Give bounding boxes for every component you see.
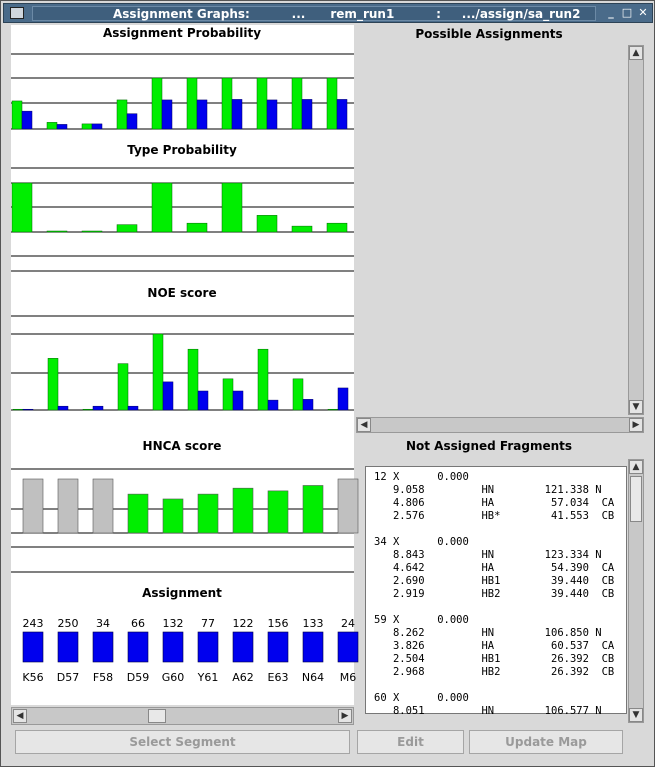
bar [198,391,208,410]
tick-label: D57 [56,671,80,684]
bar [222,183,242,232]
bar [48,358,58,410]
bar [328,409,338,410]
bar [152,78,162,129]
scroll-down-icon[interactable]: ▼ [629,400,643,414]
data-label: 34 [96,617,110,630]
bar [268,400,278,410]
bar [12,101,22,129]
graphs-hscroll[interactable] [11,707,354,725]
not-assigned-fragments-title: Not Assigned Fragments [405,439,573,453]
bar [128,406,138,410]
bar [58,632,78,662]
bar [233,488,253,533]
scroll-right-icon[interactable]: ▶ [338,709,352,723]
bar [338,632,358,662]
close-icon[interactable]: ✕ [638,6,648,19]
chart-title: HNCA score [142,439,222,453]
bar [58,479,78,533]
bar [303,485,323,533]
title-bar[interactable] [3,3,653,23]
window-title: Assignment Graphs: ... rem_run1 : .../assign/sa_run2 [113,7,581,21]
graphs-canvas [11,25,357,705]
bar [83,409,93,410]
chart-title: NOE score [147,286,217,300]
bar [292,226,312,232]
bar [82,231,102,232]
bar [128,494,148,533]
not-assigned-fragments-list[interactable] [365,466,627,717]
bar [128,632,148,662]
bar [257,78,267,129]
data-label: 156 [267,617,289,630]
bar [257,215,277,232]
tick-label: N64 [301,671,325,684]
bar [57,124,67,129]
bar [338,479,358,533]
bar [258,349,268,410]
possible-assignments-panel[interactable] [356,45,628,415]
possible-assignments-vscroll[interactable] [628,45,644,415]
bar [198,494,218,533]
bar [338,388,348,410]
bar [233,391,243,410]
chart-title: Assignment Probability [102,26,262,40]
data-label: 77 [201,617,215,630]
select-segment-button[interactable]: Select Segment [15,730,350,754]
bar [12,183,32,232]
possible-assignments-title: Possible Assignments [415,27,563,41]
bar [198,632,218,662]
bar [197,100,207,129]
bar [292,78,302,129]
bar [58,406,68,410]
bar [303,399,313,410]
bar [93,406,103,410]
tick-label: A62 [232,671,254,684]
edit-button[interactable]: Edit [357,730,464,754]
bar [93,632,113,662]
bar [117,100,127,129]
bar [187,223,207,232]
data-label: 133 [302,617,324,630]
bar [268,491,288,533]
tick-label: E63 [267,671,289,684]
data-label: 66 [131,617,145,630]
tick-label: G60 [161,671,185,684]
scroll-down-icon[interactable]: ▼ [629,708,643,722]
data-label: 250 [57,617,79,630]
bar [92,124,102,129]
scroll-right-icon[interactable]: ▶ [629,418,643,432]
bar [233,632,253,662]
graphs-scroll-thumb[interactable] [148,709,166,723]
bar [188,349,198,410]
bar [163,382,173,410]
window-menu-icon[interactable] [10,7,24,19]
bar [22,111,32,129]
bar [153,334,163,410]
bar [327,78,337,129]
bar [303,632,323,662]
bar [23,479,43,533]
bar [118,364,128,410]
tick-label: M6 [339,671,357,684]
tick-label: K56 [22,671,44,684]
bar [302,99,312,129]
bar [152,183,172,232]
bar [222,78,232,129]
bar [223,379,233,410]
bar [163,632,183,662]
fragments-vscroll[interactable] [628,459,644,723]
bar [232,99,242,129]
chart-title: Assignment [142,586,222,600]
fragments-scroll-thumb[interactable] [630,476,642,522]
tick-label: F58 [92,671,114,684]
maximize-icon[interactable]: □ [621,6,633,19]
chart-title: Type Probability [127,143,237,157]
data-label: 24 [341,617,355,630]
bar [187,78,197,129]
bar [162,100,172,129]
fragments-text: 12 X 0.000 9.058 HN 121.338 N 4.806 HA 57.034 CA 2.576 HB* 41.553 CB 34 X 0.000 8.843 HN 123.334 N 4.642 HA 54.390 CA 2.690 HB1 39.440 CB 2.919 HB2 39.440 CB 59 X 0.000 8.262 HN 106.850 N 3.826 HA 60.537 CA 2.504 HB1 26.392 CB 2.968 HB2 26.392 CB 60 X 0.000 8.051 HN 106.577 N [374,471,615,717]
minimize-icon[interactable]: _ [608,6,614,19]
bar [267,100,277,129]
title-area [32,6,596,21]
bar [337,99,347,129]
bar [163,499,183,533]
data-label: 132 [162,617,184,630]
bar [47,122,57,129]
bar [117,225,137,232]
bar [13,409,23,410]
scroll-up-icon[interactable]: ▲ [629,46,643,60]
tick-label: Y61 [197,671,219,684]
bar [127,114,137,129]
possible-assignments-hscroll[interactable] [356,417,644,433]
bar [327,223,347,232]
bar [23,632,43,662]
update-map-button[interactable]: Update Map [469,730,623,754]
bar [93,479,113,533]
scroll-up-icon[interactable]: ▲ [629,460,643,474]
bar [268,632,288,662]
scroll-left-icon[interactable]: ◀ [13,709,27,723]
tick-label: D59 [126,671,150,684]
bar [293,379,303,410]
data-label: 243 [22,617,44,630]
bar [47,231,67,232]
graph-area [11,25,357,705]
bar [23,409,33,410]
scroll-left-icon[interactable]: ◀ [357,418,371,432]
data-label: 122 [232,617,254,630]
bar [82,124,92,129]
